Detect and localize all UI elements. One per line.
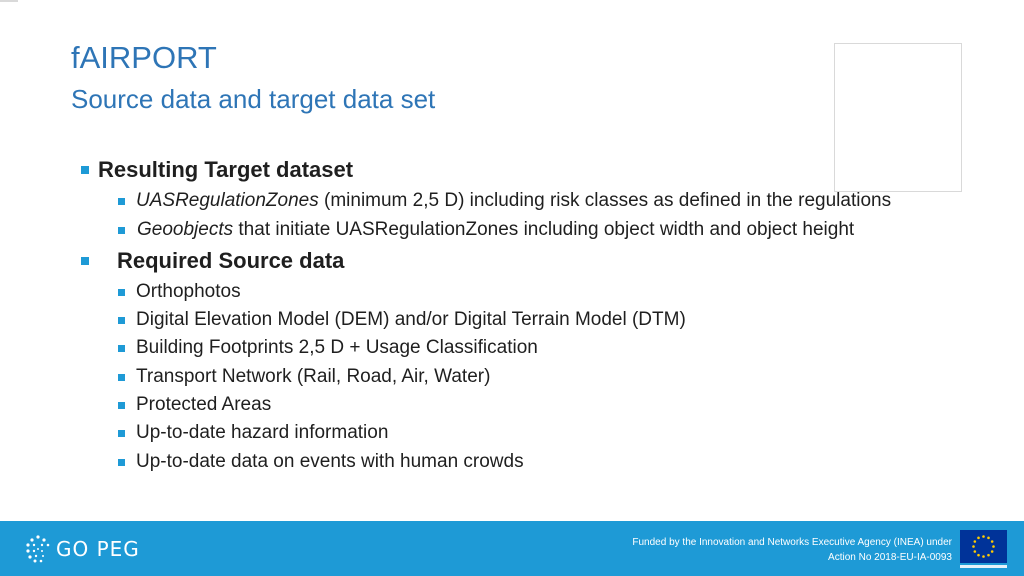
funding-line-2: Action No 2018-EU-IA-0093: [828, 552, 952, 563]
eu-flag-caption-line: [960, 565, 1007, 568]
list-item: [118, 281, 241, 303]
image-placeholder: [834, 43, 962, 192]
eu-star: [982, 535, 985, 538]
list-item-italic: Geoobjects: [137, 219, 234, 240]
eu-star: [992, 545, 995, 548]
list-item: [118, 190, 891, 212]
bullet-square-icon: [81, 257, 89, 265]
bullet-required-source-data: [81, 248, 344, 274]
eu-star: [974, 550, 977, 553]
list-item-label: Up-to-date data on events with human crowds: [136, 451, 524, 472]
funding-line-1: Funded by the Innovation and Networks Executive Agency (INEA) under: [632, 537, 952, 548]
list-item-label: [136, 190, 891, 212]
slide-subtitle: Source data and target data set: [71, 84, 436, 114]
list-item-label: Orthophotos: [136, 281, 241, 302]
bullet-square-icon: [81, 166, 89, 174]
list-item: [118, 451, 524, 473]
list-item-label: [137, 219, 854, 241]
bullet-square-icon: [118, 317, 125, 324]
go-peg-logo: [26, 535, 140, 563]
bullet-square-icon: [118, 198, 125, 205]
eu-flag-icon: [960, 530, 1007, 563]
footer-bar: [0, 521, 1024, 576]
eu-star: [991, 550, 994, 553]
bullet-square-icon: [118, 459, 125, 466]
list-item: [118, 366, 490, 388]
eu-star: [987, 537, 990, 540]
list-item: [118, 394, 271, 416]
eu-star: [987, 554, 990, 557]
bullet-square-icon: [118, 374, 125, 381]
list-item: [118, 309, 686, 331]
bullet-square-icon: [118, 430, 125, 437]
eu-star: [977, 537, 980, 540]
list-item-label: Protected Areas: [136, 394, 272, 415]
bullet-square-icon: [118, 289, 125, 296]
list-item: [118, 337, 538, 359]
list-item-text: (minimum 2,5 D) including risk classes as defined in the regulations: [318, 190, 892, 211]
list-item-label: Transport Network (Rail, Road, Air, Water): [136, 366, 491, 387]
list-item-label: Digital Elevation Model (DEM) and/or Digital Terrain Model (DTM): [136, 309, 686, 330]
funding-notice: [632, 535, 952, 565]
bullet-square-icon: [118, 345, 125, 352]
list-item-label: Building Footprints 2,5 D + Usage Classification: [136, 337, 538, 358]
bullet-resulting-target-dataset: [81, 157, 353, 183]
corner-mark: [0, 0, 18, 2]
dots-logo-icon: [26, 535, 50, 563]
eu-star: [991, 540, 994, 543]
list-item-label: Up-to-date hazard information: [136, 422, 389, 443]
list-item-text: that initiate UASRegulationZones including object width and object height: [233, 219, 855, 240]
eu-star: [977, 554, 980, 557]
list-item-italic: UASRegulationZones: [136, 190, 319, 211]
logo-text: GO PEG: [56, 537, 140, 561]
bullet-square-icon: [118, 402, 125, 409]
eu-star: [972, 545, 975, 548]
list-item: [118, 219, 854, 241]
bullet-square-icon: [118, 227, 125, 234]
list-item: [118, 422, 388, 444]
eu-star: [974, 540, 977, 543]
section-heading: Required Source data: [117, 248, 345, 273]
slide-title: fAIRPORT: [71, 40, 217, 75]
section-heading: Resulting Target dataset: [98, 157, 354, 182]
eu-star: [982, 555, 985, 558]
